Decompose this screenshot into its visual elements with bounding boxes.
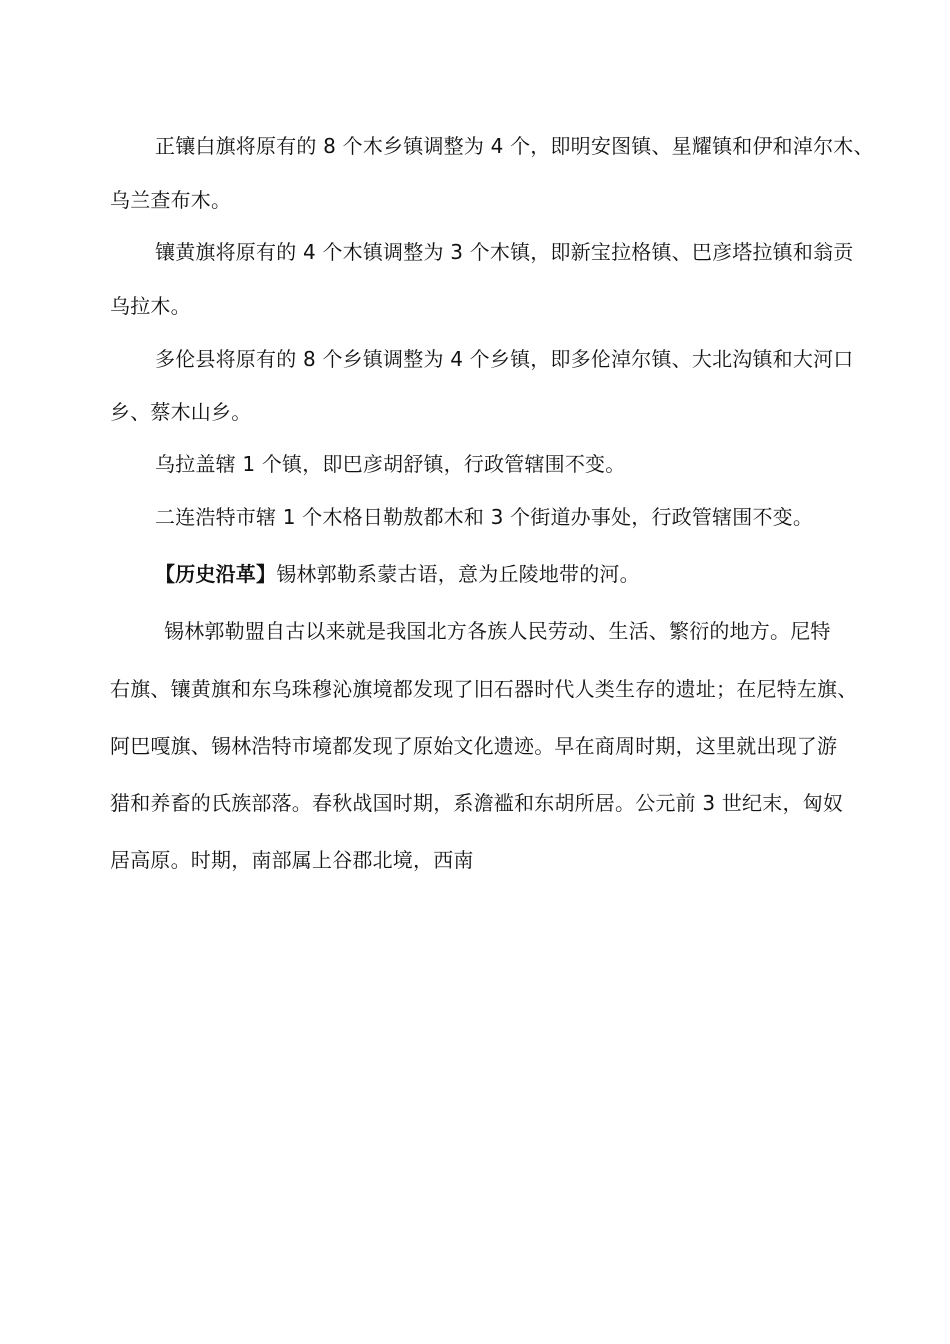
paragraph-7-line-5: 居高原。时期，南部属上谷郡北境，西南 bbox=[110, 848, 474, 872]
paragraph-5-line-1: 二连浩特市辖 1 个木格日勒敖都木和 3 个街道办事处，行政管辖围不变。 bbox=[155, 505, 814, 529]
paragraph-2-line-1: 镶黄旗将原有的 4 个木镇调整为 3 个木镇，即新宝拉格镇、巴彦塔拉镇和翁贡 bbox=[155, 240, 854, 264]
paragraph-1-line-2: 乌兰查布木。 bbox=[110, 188, 232, 212]
paragraph-2-line-2: 乌拉木。 bbox=[110, 294, 191, 318]
history-intro-text: 锡林郭勒系蒙古语，意为丘陵地带的河。 bbox=[276, 562, 640, 586]
paragraph-3-line-1: 多伦县将原有的 8 个乡镇调整为 4 个乡镇，即多伦淖尔镇、大北沟镇和大河口 bbox=[155, 347, 854, 371]
paragraph-4-line-1: 乌拉盖辖 1 个镇，即巴彦胡舒镇，行政管辖围不变。 bbox=[155, 452, 626, 476]
paragraph-1-line-1: 正镶白旗将原有的 8 个木乡镇调整为 4 个，即明安图镇、星耀镇和伊和淖尔木、 bbox=[155, 134, 874, 158]
paragraph-7-line-1: 锡林郭勒盟自古以来就是我国北方各族人民劳动、生活、繁衍的地方。尼特 bbox=[164, 619, 831, 643]
paragraph-3-line-2: 乡、蔡木山乡。 bbox=[110, 400, 252, 424]
paragraph-7-line-4: 猎和养畜的氏族部落。春秋战国时期，系澹褴和东胡所居。公元前 3 世纪末，匈奴 bbox=[110, 791, 844, 815]
history-heading: 【历史沿革】 bbox=[155, 562, 277, 586]
paragraph-7-line-3: 阿巴嘎旗、锡林浩特市境都发现了原始文化遗迹。早在商周时期，这里就出现了游 bbox=[110, 734, 838, 758]
paragraph-7-line-2: 右旗、镶黄旗和东乌珠穆沁旗境都发现了旧石器时代人类生存的遗址；在尼特左旗、 bbox=[110, 677, 858, 701]
paragraph-6-line-1 bbox=[155, 561, 640, 587]
